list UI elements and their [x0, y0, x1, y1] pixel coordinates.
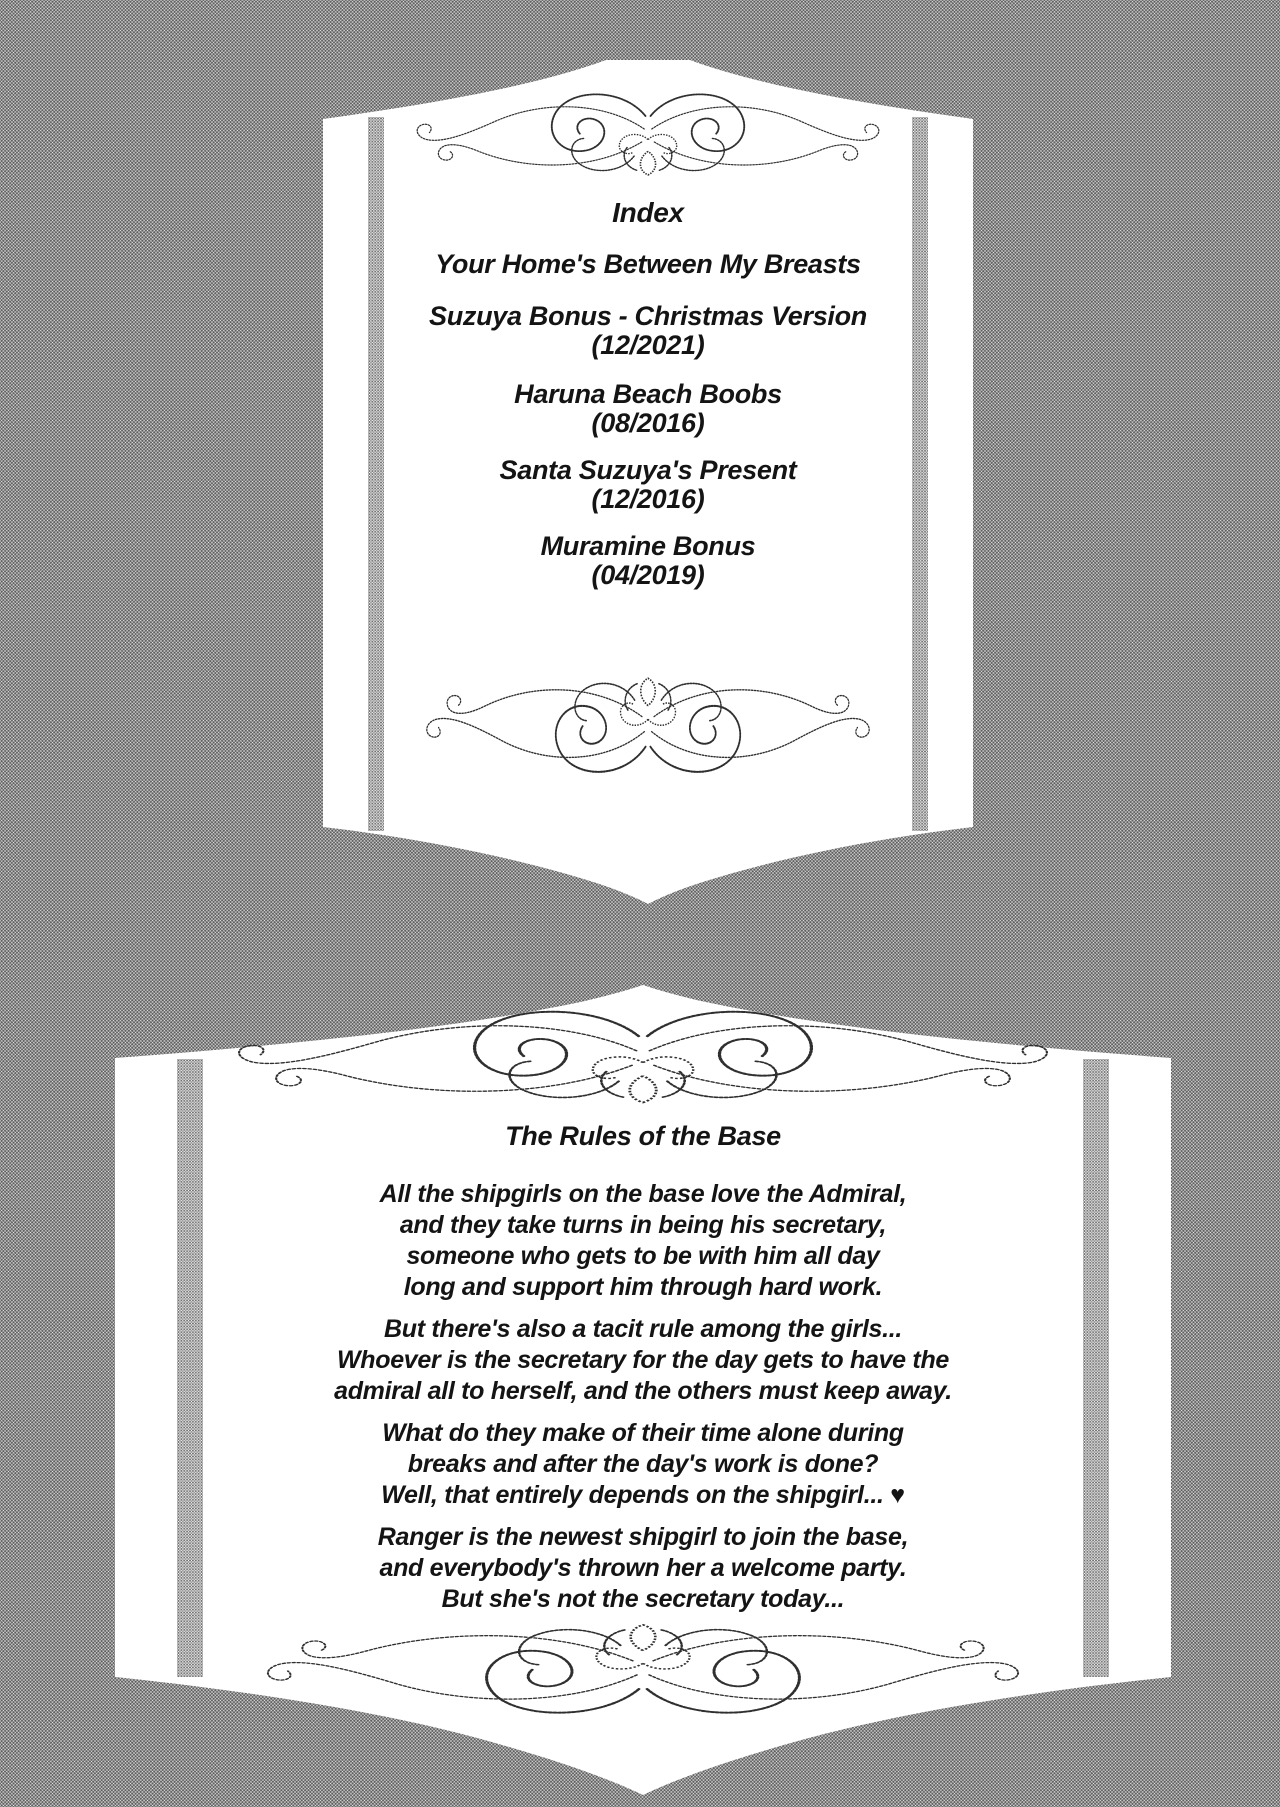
index-entry: [323, 250, 973, 279]
rules-line: someone who gets to be with him all day: [406, 1242, 880, 1270]
rules-line: But she's not the secretary today...: [441, 1585, 845, 1613]
rules-line: What do they make of their time alone during: [382, 1419, 904, 1447]
entry-date: (12/2021): [591, 330, 705, 360]
rules-content: [115, 1121, 1171, 1626]
index-entry: [323, 380, 973, 438]
entry-title: Muramine Bonus: [540, 531, 756, 561]
rules-paragraph: [115, 1179, 1171, 1303]
rules-line: and they take turns in being his secretary,: [399, 1211, 887, 1239]
rules-line: and everybody's thrown her a welcome party.: [379, 1554, 907, 1582]
index-entry: [323, 456, 973, 514]
entry-title: Suzuya Bonus - Christmas Version: [429, 301, 867, 331]
flourish-ornament-icon: [418, 655, 878, 785]
rules-paragraph: [115, 1418, 1171, 1511]
entry-date: (08/2016): [591, 408, 705, 438]
flourish-ornament-icon: [223, 999, 1063, 1125]
rules-line-with-heart-icon: Well, that entirely depends on the shipgirl... ♥: [381, 1481, 905, 1509]
rules-line: long and support him through hard work.: [403, 1273, 883, 1301]
rules-line: But there's also a tacit rule among the girls...: [383, 1315, 903, 1343]
index-content: [323, 198, 973, 608]
rules-line: All the shipgirls on the base love the Admiral,: [379, 1180, 907, 1208]
index-entry: [323, 302, 973, 360]
index-title: Index: [612, 197, 684, 228]
rules-line: Whoever is the secretary for the day gets to have the: [336, 1346, 950, 1374]
rules-paragraph: [115, 1522, 1171, 1615]
rules-line: breaks and after the day's work is done?: [407, 1450, 879, 1478]
flourish-ornament-icon: [408, 83, 888, 195]
entry-title: Haruna Beach Boobs: [514, 379, 782, 409]
rules-line: admiral all to herself, and the others must keep away.: [334, 1377, 952, 1405]
rules-line: Ranger is the newest shipgirl to join the base,: [377, 1523, 909, 1551]
entry-date: (12/2016): [591, 484, 705, 514]
rules-title: The Rules of the Base: [505, 1121, 781, 1151]
entry-date: (04/2019): [591, 560, 705, 590]
entry-title: Your Home's Between My Breasts: [435, 249, 861, 279]
index-entry: [323, 532, 973, 590]
rules-panel: [115, 985, 1171, 1795]
entry-title: Santa Suzuya's Present: [499, 455, 797, 485]
index-panel: [323, 57, 973, 904]
rules-paragraph: [115, 1314, 1171, 1407]
